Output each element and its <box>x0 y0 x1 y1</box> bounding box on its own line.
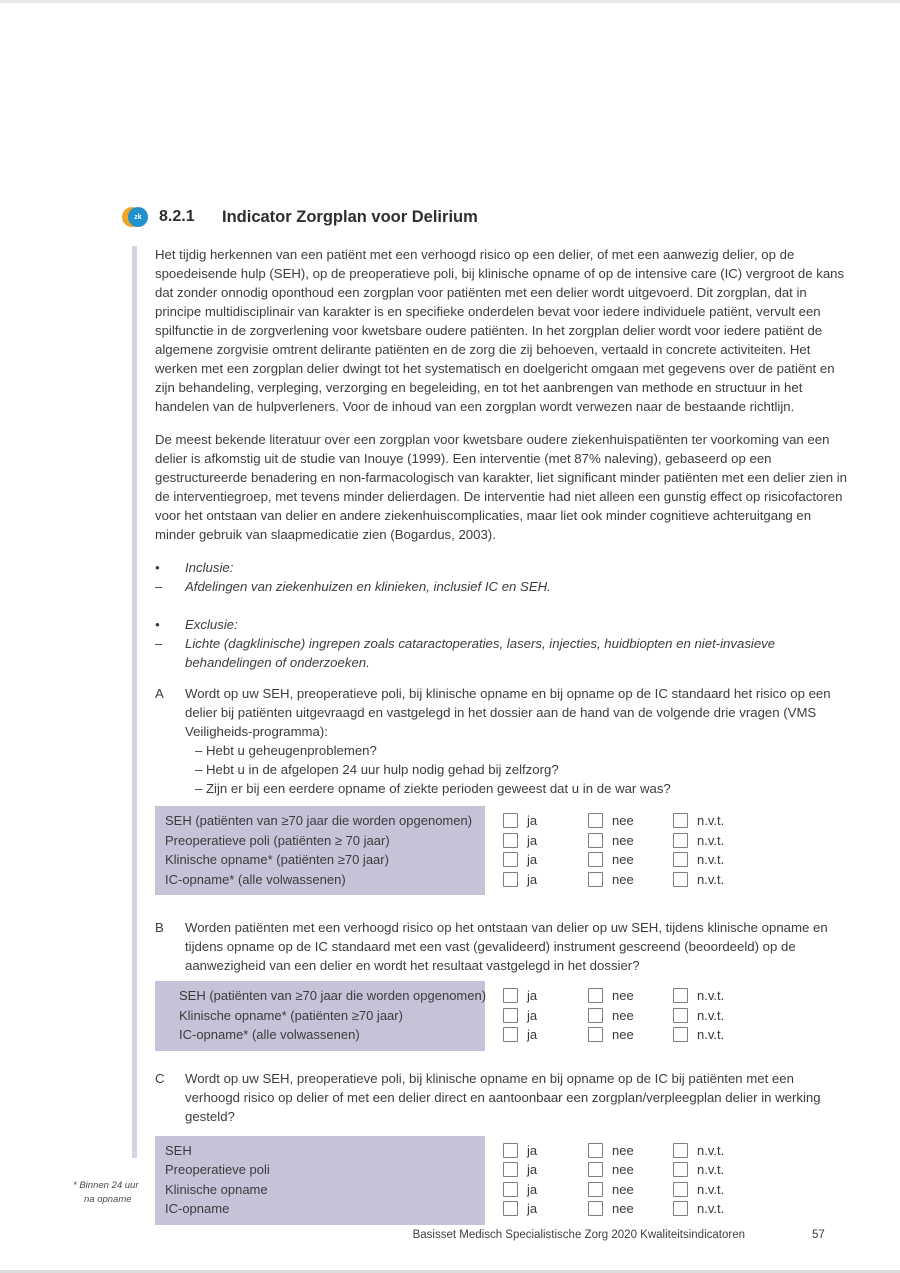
answer-option <box>673 870 724 889</box>
question-letter: C <box>155 1070 165 1086</box>
checkbox[interactable] <box>503 813 518 828</box>
list-item <box>155 558 847 577</box>
body-paragraph: De meest bekende literatuur over een zorgplan voor kwetsbare oudere ziekenhuispatiënten ter voorkoming van een delier is afkomstig uit de studie van Inouye (1999). Een interventie (met 87% naleving), gebaseerd op een gestructureerde benadering en non-farmacologisch van karakter, liet significant minder patiënten met een delier zien in de interventiegroep, met tevens minder delierdagen. De interventie had niet alleen een gunstig effect op risicofactoren voor het ontstaan van delier en andere ziekenhuiscomplicaties, maar liet ook minder cognitieve achteruitgang en minder gebruik van slaapmedicatie zien (Bogardus, 2003). <box>155 432 848 542</box>
bullet-marker: • <box>155 617 160 632</box>
footnote-line: * Binnen 24 uur <box>73 1180 139 1191</box>
answer-row-label: Preoperatieve poli (patiënten ≥ 70 jaar) <box>165 832 390 848</box>
option-label: n.v.t. <box>697 832 725 848</box>
badge-blue-circle: zk <box>128 207 148 227</box>
answer-table <box>155 806 847 895</box>
answer-options-row <box>503 811 847 831</box>
checkbox[interactable] <box>673 852 688 867</box>
checkbox[interactable] <box>673 1143 688 1158</box>
answer-option <box>673 1199 724 1218</box>
checkbox[interactable] <box>588 1201 603 1216</box>
option-label: n.v.t. <box>697 1201 725 1217</box>
page-footer <box>0 1229 900 1245</box>
answer-option <box>673 1141 724 1160</box>
answer-option <box>673 1025 724 1044</box>
checkbox[interactable] <box>503 1143 518 1158</box>
list-item-text: Afdelingen van ziekenhuizen en klinieken, inclusief IC en SEH. <box>185 579 551 594</box>
answer-option <box>588 1160 673 1179</box>
answer-option <box>673 1160 724 1179</box>
checkbox[interactable] <box>673 1027 688 1042</box>
option-label: nee <box>612 1142 634 1158</box>
question-block-c <box>155 1069 847 1225</box>
answer-row-label: Klinische opname* (patiënten ≥70 jaar) <box>179 1007 403 1023</box>
option-label: nee <box>612 1162 634 1178</box>
answer-option <box>588 1199 673 1218</box>
sub-questions <box>195 741 847 798</box>
answer-table <box>155 981 847 1051</box>
answer-table-options <box>485 1136 847 1225</box>
option-label: ja <box>527 832 538 848</box>
checkbox[interactable] <box>503 1008 518 1023</box>
content-column <box>155 245 847 1225</box>
footnote-line: na opname <box>84 1194 132 1205</box>
checkbox[interactable] <box>503 1201 518 1216</box>
option-label: n.v.t. <box>697 871 725 887</box>
answer-options-row <box>503 1180 847 1200</box>
checkbox[interactable] <box>673 988 688 1003</box>
option-label: ja <box>527 871 538 887</box>
option-label: ja <box>527 988 538 1004</box>
checkbox[interactable] <box>673 833 688 848</box>
answer-row-label: SEH (patiënten van ≥70 jaar die worden opgenomen) <box>165 813 473 828</box>
answer-row-label: IC-opname* (alle volwassenen) <box>179 1027 360 1042</box>
answer-option <box>673 986 724 1005</box>
question-text: Wordt op uw SEH, preoperatieve poli, bij klinische opname en bij opname op de IC bij patiënten met een verhoogd risico op delier of met een delier direct en aantoonbaar een zorgplan/verpleegplan delier in werking gesteld? <box>185 1070 821 1124</box>
option-label: n.v.t. <box>697 813 725 829</box>
dash-marker: – <box>155 636 163 651</box>
checkbox[interactable] <box>673 872 688 887</box>
answer-option <box>588 1025 673 1044</box>
checkbox[interactable] <box>503 852 518 867</box>
answer-table-options <box>485 806 847 895</box>
answer-option <box>503 1199 588 1218</box>
list-item <box>155 577 847 596</box>
answer-option <box>673 811 724 830</box>
checkbox[interactable] <box>588 852 603 867</box>
question-head <box>155 684 847 741</box>
answer-row-label: Preoperatieve poli <box>165 1162 270 1177</box>
answer-options-row <box>503 1025 847 1045</box>
checkbox[interactable] <box>588 872 603 887</box>
answer-option <box>588 811 673 830</box>
page-number: 57 <box>812 1229 825 1241</box>
answer-table-labels <box>155 981 485 1051</box>
answer-table-options <box>485 981 847 1051</box>
answer-row-label: Klinische opname <box>165 1181 268 1197</box>
answer-table-labels <box>155 806 485 895</box>
answer-options-row <box>503 1199 847 1219</box>
option-label: n.v.t. <box>697 1007 725 1023</box>
answer-option <box>588 1006 673 1025</box>
option-label: n.v.t. <box>697 1162 725 1178</box>
option-label: ja <box>527 852 538 868</box>
option-label: nee <box>612 1007 634 1023</box>
checkbox[interactable] <box>588 813 603 828</box>
answer-option <box>503 1180 588 1199</box>
checkbox[interactable] <box>503 988 518 1003</box>
footnote <box>73 1179 139 1207</box>
answer-table <box>155 1136 847 1225</box>
checkbox[interactable] <box>588 833 603 848</box>
inclusie-list <box>155 558 847 596</box>
answer-option <box>503 1006 588 1025</box>
checkbox[interactable] <box>673 1182 688 1197</box>
answer-option <box>588 870 673 889</box>
option-label: nee <box>612 832 634 848</box>
question-head <box>155 1069 847 1126</box>
answer-row-label: IC-opname <box>165 1201 230 1216</box>
answer-option <box>503 1025 588 1044</box>
checkbox[interactable] <box>588 1027 603 1042</box>
answer-option <box>503 831 588 850</box>
question-text: Worden patiënten met een verhoogd risico op het ontstaan van delier op uw SEH, tijdens klinische opname en tijdens opname op de IC standaard met een vast (gevalideerd) instrument gescreend (beoordeeld) op de aanwezigheid van een delier en wordt het resultaat vastgelegd in het dossier? <box>185 920 828 973</box>
answer-row-label: Klinische opname* (patiënten ≥70 jaar) <box>165 852 389 867</box>
answer-option <box>588 850 673 869</box>
answer-option <box>673 1006 724 1025</box>
sub-question: – Zijn er bij een eerdere opname of ziekte perioden geweest dat u in de war was? <box>195 781 671 796</box>
option-label: nee <box>612 1027 634 1043</box>
option-label: n.v.t. <box>697 1142 725 1158</box>
checkbox[interactable] <box>503 833 518 848</box>
answer-option <box>673 850 724 869</box>
checkbox[interactable] <box>503 1162 518 1177</box>
answer-option <box>503 1141 588 1160</box>
question-block-b <box>155 918 847 1051</box>
answer-row-label: SEH <box>165 1142 192 1158</box>
answer-options-row <box>503 986 847 1006</box>
list-item <box>155 615 847 634</box>
list-item <box>155 634 847 672</box>
checkbox[interactable] <box>588 988 603 1003</box>
answer-option <box>588 1141 673 1160</box>
list-item-text: Inclusie: <box>185 560 234 575</box>
option-label: n.v.t. <box>697 1027 725 1043</box>
answer-options-row <box>503 870 847 890</box>
answer-option <box>503 811 588 830</box>
option-label: nee <box>612 1181 634 1197</box>
checkbox[interactable] <box>673 1008 688 1023</box>
answer-options-row <box>503 1141 847 1161</box>
question-letter: A <box>155 686 164 701</box>
answer-option <box>503 1160 588 1179</box>
question-block-a <box>155 684 847 895</box>
answer-option <box>673 1180 724 1199</box>
option-label: ja <box>527 1201 538 1217</box>
option-label: ja <box>527 813 538 829</box>
checkbox[interactable] <box>503 872 518 887</box>
answer-row-label: IC-opname* (alle volwassenen) <box>165 871 346 887</box>
option-label: nee <box>612 813 634 829</box>
list-item-text: Exclusie: <box>185 617 238 632</box>
option-label: ja <box>527 1162 538 1178</box>
sub-question: – Hebt u in de afgelopen 24 uur hulp nodig gehad bij zelfzorg? <box>195 762 559 777</box>
option-label: ja <box>527 1007 538 1023</box>
answer-options-row <box>503 831 847 851</box>
question-letter: B <box>155 920 164 935</box>
option-label: ja <box>527 1181 538 1197</box>
answer-row-label: SEH (patiënten van ≥70 jaar die worden opgenomen) <box>179 988 487 1003</box>
footer-title: Basisset Medisch Specialistische Zorg 2020 Kwaliteitsindicatoren <box>412 1229 745 1241</box>
answer-option <box>588 986 673 1005</box>
checkbox[interactable] <box>673 813 688 828</box>
bullet-marker: • <box>155 560 160 575</box>
question-text: Wordt op uw SEH, preoperatieve poli, bij klinische opname en bij opname op de IC standaard het risico op een delier bij patiënten uitgevraagd en vastgelegd in het dossier aan de hand van de volgende drie vragen (VMS Veiligheids-programma): <box>185 686 831 739</box>
body-paragraph: Het tijdig herkennen van een patiënt met een verhoogd risico op een delier, of met een aanwezig delier, op de spoedeisende hulp (SEH), op de preoperatieve poli, bij klinische opname of op de intensive care (IC) vergroot de kans dat zonder onnodig oponthoud een zorgplan voor patiënten met een delier wordt uitgevoerd. Dit zorgplan, dat in principe multidisciplinair van karakter is en specifieke onderdelen bevat voor iedere individuele patiënt, vervult een spilfunctie in de zorgverlening voor kwetsbare oudere patiënten. In het zorgplan delier wordt voor iedere patiënt de algemene zorgvisie omtrent delirante patiënten en de zorg die zij behoeven, vertaald in concrete activiteiten. Het werken met een zorgplan delier dwingt tot het systematisch en doelgericht omgaan met gegevens over de patiënt en zijn behandeling, verpleging, verzorging en begeleiding, en tot het aanbrengen van methode en structuur in het handelen van de hulpverleners. Voor de inhoud van een zorgplan wordt verwezen naar de bestaande richtlijn. <box>155 247 845 414</box>
left-accent-bar <box>132 246 137 1158</box>
section-number: 8.2.1 <box>159 208 195 225</box>
checkbox[interactable] <box>588 1143 603 1158</box>
answer-option <box>503 850 588 869</box>
checkbox[interactable] <box>588 1162 603 1177</box>
page-title: Indicator Zorgplan voor Delirium <box>222 207 478 226</box>
answer-options-row <box>503 1160 847 1180</box>
dash-marker: – <box>155 579 163 594</box>
option-label: ja <box>527 1142 538 1158</box>
option-label: nee <box>612 1201 634 1217</box>
question-head <box>155 918 847 975</box>
checkbox[interactable] <box>588 1182 603 1197</box>
option-label: n.v.t. <box>697 1181 725 1197</box>
option-label: n.v.t. <box>697 852 725 868</box>
answer-option <box>588 831 673 850</box>
answer-option <box>588 1180 673 1199</box>
answer-options-row <box>503 850 847 870</box>
checkbox[interactable] <box>503 1182 518 1197</box>
answer-options-row <box>503 1006 847 1026</box>
sub-question: – Hebt u geheugenproblemen? <box>195 743 377 758</box>
checkbox[interactable] <box>673 1162 688 1177</box>
answer-option <box>673 831 724 850</box>
option-label: nee <box>612 871 634 887</box>
exclusie-list <box>155 615 847 672</box>
list-item-text: Lichte (dagklinische) ingrepen zoals cataractoperaties, lasers, injecties, huidbiopten en niet-invasieve behandelingen of onderzoeken. <box>185 636 776 670</box>
option-label: nee <box>612 852 634 868</box>
option-label: nee <box>612 988 634 1004</box>
checkbox[interactable] <box>673 1201 688 1216</box>
answer-option <box>503 870 588 889</box>
checkbox[interactable] <box>503 1027 518 1042</box>
quality-indicator-badge-icon <box>122 206 149 228</box>
section-header <box>122 206 478 228</box>
checkbox[interactable] <box>588 1008 603 1023</box>
answer-option <box>503 986 588 1005</box>
option-label: ja <box>527 1027 538 1043</box>
answer-table-labels <box>155 1136 485 1225</box>
option-label: n.v.t. <box>697 988 725 1004</box>
